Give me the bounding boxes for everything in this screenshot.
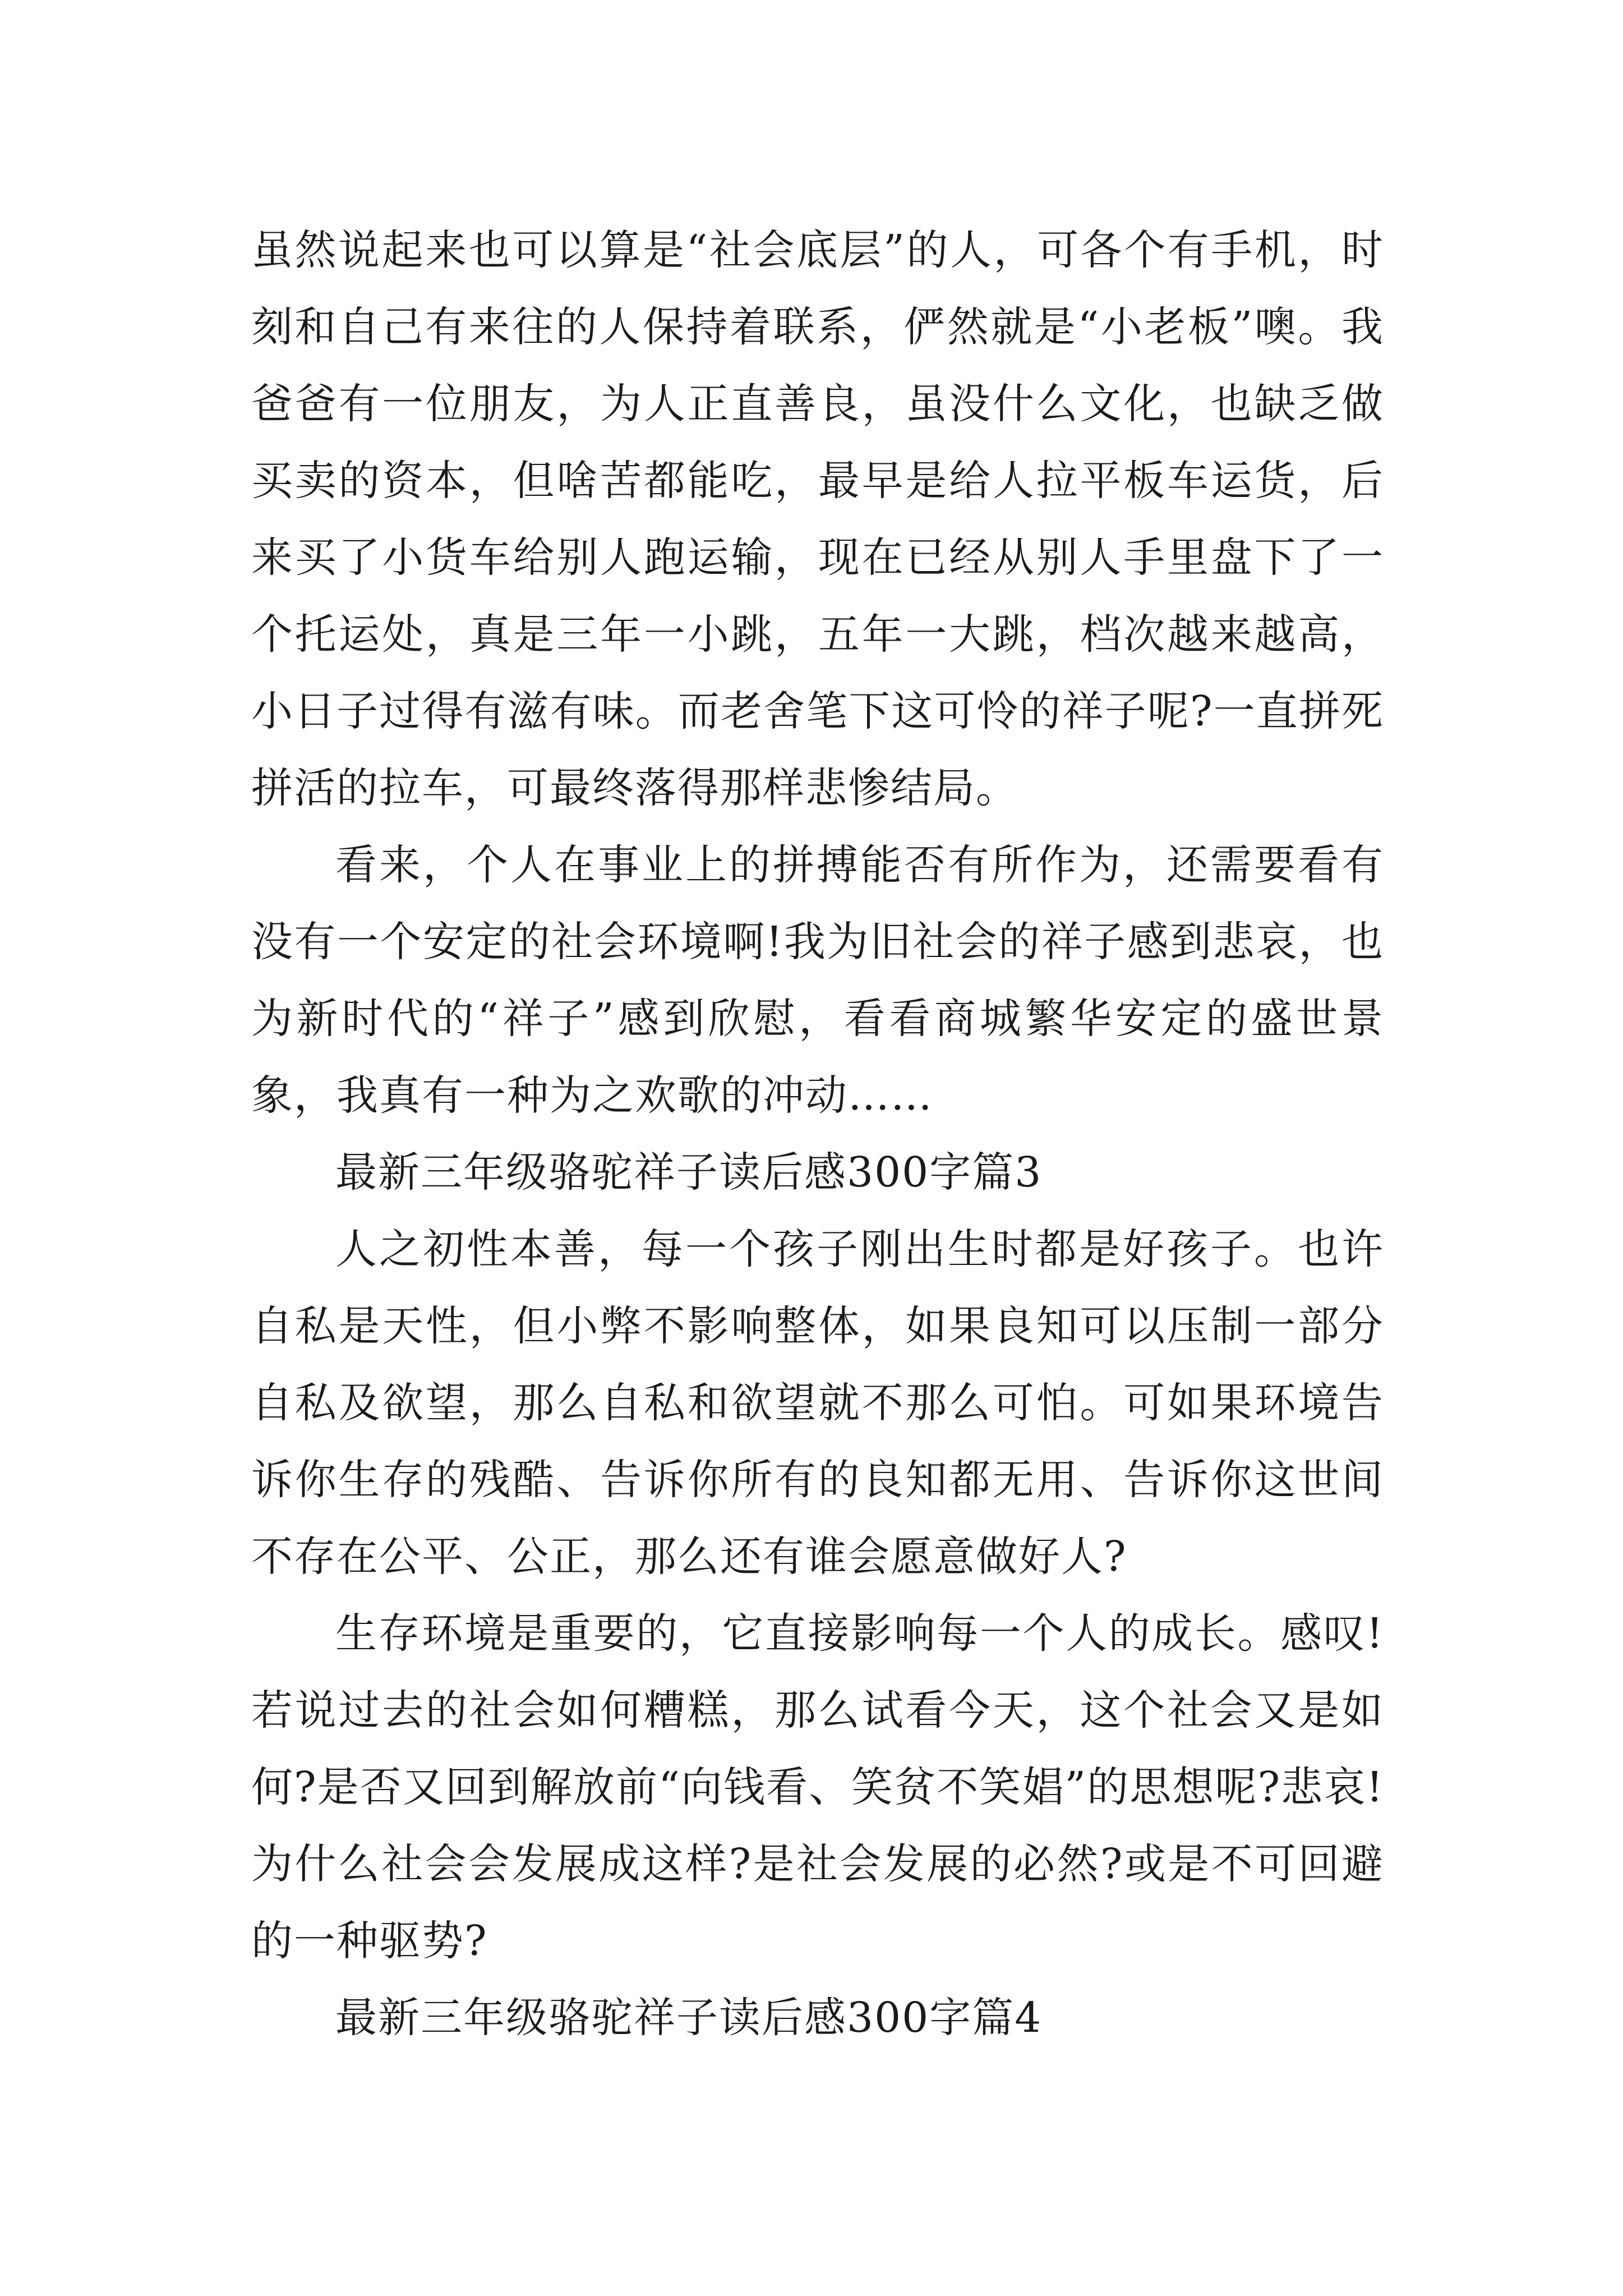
paragraph-2: 看来，个人在事业上的拼搏能否有所作为，还需要看有没有一个安定的社会环境啊!我为旧社会的祥子感到悲哀，也为新时代的“祥子”感到欣慰，看看商城繁华安定的盛世景象，我真有一种为之欢歌的冲动……	[251, 841, 1384, 1120]
paragraph-1: 虽然说起来也可以算是“社会底层”的人，可各个有手机，时刻和自己有来往的人保持着联系，俨然就是“小老板”噢。我爸爸有一位朋友，为人正直善良，虽没什么文化，也缺乏做买卖的资本，但啥苦都能吃，最早是给人拉平板车运货，后来买了小货车给别人跑运输，现在已经从别人手里盘下了一个托运处，真是三年一小跳，五年一大跳，档次越来越高，小日子过得有滋有味。而老舍笔下这可怜的祥子呢?一直拼死拼活的拉车，可最终落得那样悲惨结局。	[251, 226, 1384, 812]
paragraph-4: 生存环境是重要的，它直接影响每一个人的成长。感叹!若说过去的社会如何糟糕，那么试看今天，这个社会又是如何?是否又回到解放前“向钱看、笑贫不笑娼”的思想呢?悲哀!为什么社会会发展成这样?是社会发展的必然?或是不可回避的一种驱势?	[251, 1609, 1384, 1965]
paragraph-3: 人之初性本善，每一个孩子刚出生时都是好孩子。也许自私是天性，但小弊不影响整体，如果良知可以压制一部分自私及欲望，那么自私和欲望就不那么可怕。可如果环境告诉你生存的残酷、告诉你所有的良知都无用、告诉你这世间不存在公平、公正，那么还有谁会愿意做好人?	[251, 1225, 1384, 1581]
document-body	[251, 212, 1384, 2056]
section-heading-3: 最新三年级骆驼祥子读后感300字篇3	[335, 1148, 1043, 1197]
section-heading-4: 最新三年级骆驼祥子读后感300字篇4	[335, 1994, 1043, 2042]
